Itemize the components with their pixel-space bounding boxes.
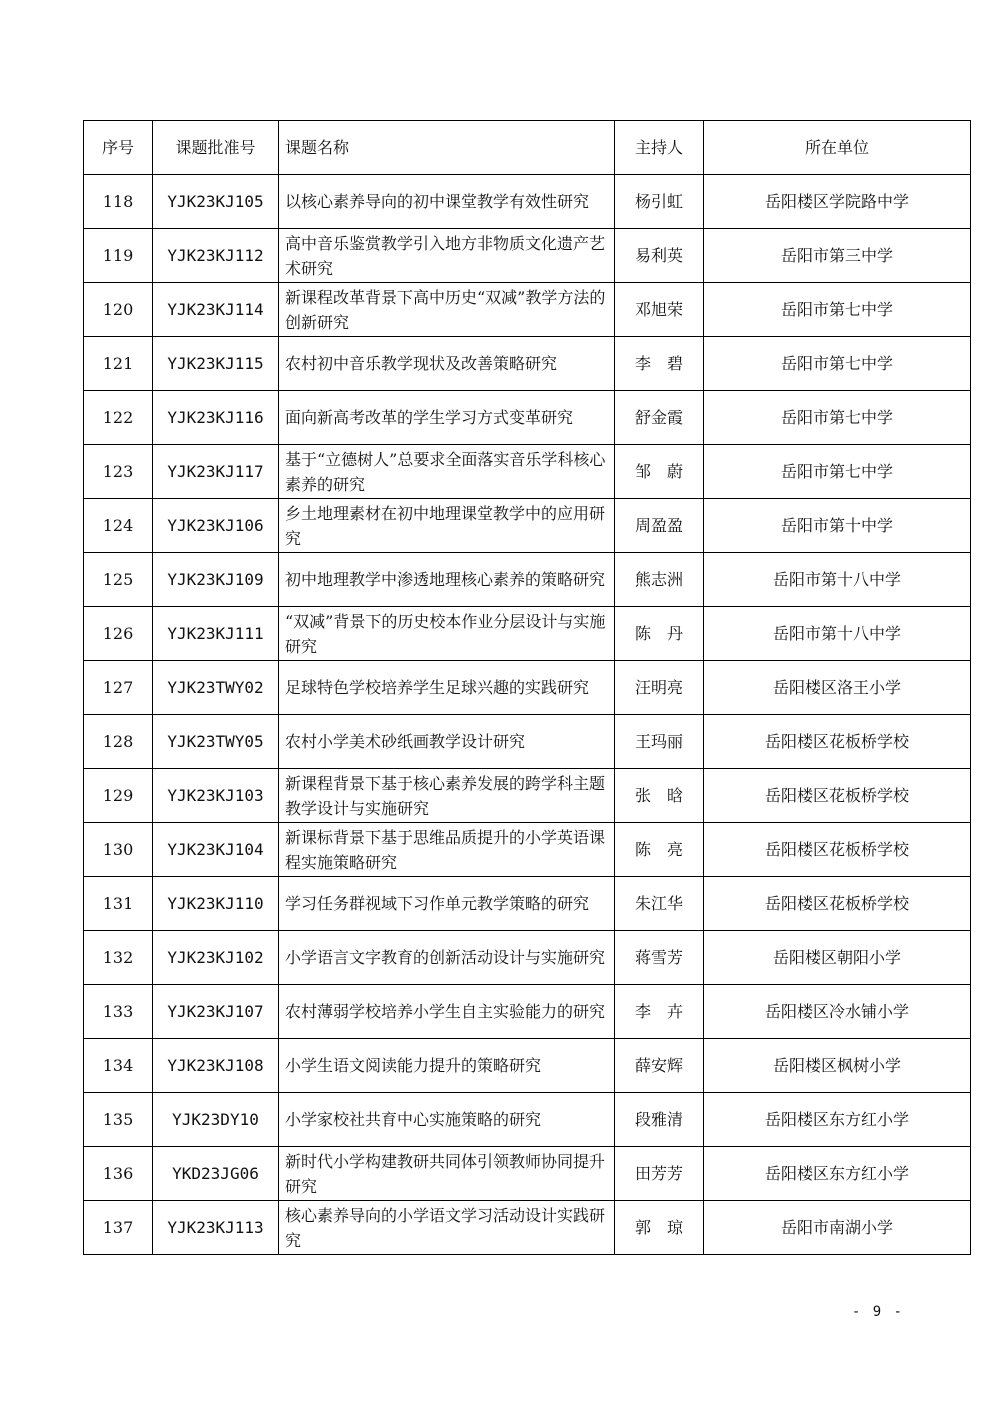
table-row [84, 337, 971, 391]
cell-project-name: “双减”背景下的历史校本作业分层设计与实施研究 [279, 607, 615, 661]
table-row [84, 1093, 971, 1147]
cell-unit: 岳阳楼区学院路中学 [704, 175, 971, 229]
cell-host: 朱江华 [615, 877, 704, 931]
cell-project-name: 农村薄弱学校培养小学生自主实验能力的研究 [279, 985, 615, 1039]
cell-serial-number: 128 [84, 715, 153, 769]
table-row [84, 445, 971, 499]
cell-host: 陈 丹 [615, 607, 704, 661]
cell-unit: 岳阳楼区花板桥学校 [704, 769, 971, 823]
cell-serial-number: 135 [84, 1093, 153, 1147]
cell-unit: 岳阳市第七中学 [704, 283, 971, 337]
cell-host: 汪明亮 [615, 661, 704, 715]
cell-host: 李 碧 [615, 337, 704, 391]
cell-serial-number: 137 [84, 1201, 153, 1255]
table-row [84, 1039, 971, 1093]
cell-unit: 岳阳楼区冷水铺小学 [704, 985, 971, 1039]
cell-project-name: 新课标背景下基于思维品质提升的小学英语课程实施策略研究 [279, 823, 615, 877]
cell-approval-number: YJK23TWY02 [153, 661, 279, 715]
cell-host: 王玛丽 [615, 715, 704, 769]
cell-unit: 岳阳楼区花板桥学校 [704, 877, 971, 931]
cell-project-name: 新课程背景下基于核心素养发展的跨学科主题教学设计与实施研究 [279, 769, 615, 823]
cell-project-name: 新时代小学构建教研共同体引领教师协同提升研究 [279, 1147, 615, 1201]
cell-host: 田芳芳 [615, 1147, 704, 1201]
cell-approval-number: YJK23DY10 [153, 1093, 279, 1147]
cell-unit: 岳阳楼区东方红小学 [704, 1147, 971, 1201]
cell-host: 邹 蔚 [615, 445, 704, 499]
cell-host: 熊志洲 [615, 553, 704, 607]
table-row [84, 499, 971, 553]
cell-unit: 岳阳楼区枫树小学 [704, 1039, 971, 1093]
cell-serial-number: 130 [84, 823, 153, 877]
cell-approval-number: YJK23KJ102 [153, 931, 279, 985]
table-row [84, 1201, 971, 1255]
cell-serial-number: 120 [84, 283, 153, 337]
cell-serial-number: 126 [84, 607, 153, 661]
table-row [84, 877, 971, 931]
cell-approval-number: YJK23KJ105 [153, 175, 279, 229]
cell-project-name: 小学生语文阅读能力提升的策略研究 [279, 1039, 615, 1093]
cell-unit: 岳阳楼区花板桥学校 [704, 823, 971, 877]
table-row [84, 283, 971, 337]
cell-approval-number: YJK23KJ116 [153, 391, 279, 445]
cell-unit: 岳阳市第十中学 [704, 499, 971, 553]
table-row [84, 229, 971, 283]
cell-serial-number: 132 [84, 931, 153, 985]
cell-serial-number: 119 [84, 229, 153, 283]
cell-serial-number: 122 [84, 391, 153, 445]
cell-host: 舒金霞 [615, 391, 704, 445]
cell-project-name: 初中地理教学中渗透地理核心素养的策略研究 [279, 553, 615, 607]
cell-serial-number: 129 [84, 769, 153, 823]
table-row [84, 1147, 971, 1201]
cell-unit: 岳阳楼区洛王小学 [704, 661, 971, 715]
cell-approval-number: YKD23JG06 [153, 1147, 279, 1201]
cell-unit: 岳阳市第七中学 [704, 391, 971, 445]
cell-unit: 岳阳楼区花板桥学校 [704, 715, 971, 769]
cell-serial-number: 121 [84, 337, 153, 391]
cell-host: 邓旭荣 [615, 283, 704, 337]
cell-unit: 岳阳市第三中学 [704, 229, 971, 283]
cell-approval-number: YJK23KJ113 [153, 1201, 279, 1255]
table-row [84, 769, 971, 823]
cell-project-name: 以核心素养导向的初中课堂教学有效性研究 [279, 175, 615, 229]
cell-host: 周盈盈 [615, 499, 704, 553]
cell-serial-number: 127 [84, 661, 153, 715]
cell-host: 杨引虹 [615, 175, 704, 229]
cell-serial-number: 124 [84, 499, 153, 553]
cell-project-name: 乡土地理素材在初中地理课堂教学中的应用研究 [279, 499, 615, 553]
cell-project-name: 农村初中音乐教学现状及改善策略研究 [279, 337, 615, 391]
cell-project-name: 学习任务群视域下习作单元教学策略的研究 [279, 877, 615, 931]
cell-approval-number: YJK23KJ115 [153, 337, 279, 391]
cell-approval-number: YJK23KJ104 [153, 823, 279, 877]
cell-host: 李 卉 [615, 985, 704, 1039]
cell-approval-number: YJK23KJ106 [153, 499, 279, 553]
cell-project-name: 高中音乐鉴赏教学引入地方非物质文化遗产艺术研究 [279, 229, 615, 283]
cell-host: 蒋雪芳 [615, 931, 704, 985]
cell-serial-number: 133 [84, 985, 153, 1039]
cell-host: 陈 亮 [615, 823, 704, 877]
cell-unit: 岳阳楼区朝阳小学 [704, 931, 971, 985]
cell-serial-number: 125 [84, 553, 153, 607]
project-table [83, 120, 971, 1255]
header-project-name: 课题名称 [279, 121, 615, 175]
cell-serial-number: 123 [84, 445, 153, 499]
cell-host: 郭 琼 [615, 1201, 704, 1255]
cell-host: 薛安辉 [615, 1039, 704, 1093]
table-row [84, 985, 971, 1039]
cell-project-name: 小学语言文字教育的创新活动设计与实施研究 [279, 931, 615, 985]
cell-approval-number: YJK23KJ117 [153, 445, 279, 499]
cell-approval-number: YJK23KJ108 [153, 1039, 279, 1093]
cell-approval-number: YJK23KJ111 [153, 607, 279, 661]
table-row [84, 661, 971, 715]
cell-unit: 岳阳楼区东方红小学 [704, 1093, 971, 1147]
cell-approval-number: YJK23KJ112 [153, 229, 279, 283]
cell-project-name: 核心素养导向的小学语文学习活动设计实践研究 [279, 1201, 615, 1255]
cell-project-name: 面向新高考改革的学生学习方式变革研究 [279, 391, 615, 445]
cell-approval-number: YJK23TWY05 [153, 715, 279, 769]
cell-unit: 岳阳市南湖小学 [704, 1201, 971, 1255]
cell-approval-number: YJK23KJ110 [153, 877, 279, 931]
table-row [84, 715, 971, 769]
header-serial-number: 序号 [84, 121, 153, 175]
table-row [84, 175, 971, 229]
cell-serial-number: 134 [84, 1039, 153, 1093]
header-unit: 所在单位 [704, 121, 971, 175]
cell-approval-number: YJK23KJ109 [153, 553, 279, 607]
header-approval-number: 课题批准号 [153, 121, 279, 175]
header-host: 主持人 [615, 121, 704, 175]
table-row [84, 607, 971, 661]
cell-unit: 岳阳市第七中学 [704, 445, 971, 499]
cell-project-name: 足球特色学校培养学生足球兴趣的实践研究 [279, 661, 615, 715]
table-header-row [84, 121, 971, 175]
table-row [84, 931, 971, 985]
cell-approval-number: YJK23KJ107 [153, 985, 279, 1039]
cell-project-name: 新课程改革背景下高中历史“双减”教学方法的创新研究 [279, 283, 615, 337]
cell-host: 易利英 [615, 229, 704, 283]
cell-project-name: 农村小学美术砂纸画教学设计研究 [279, 715, 615, 769]
cell-project-name: 基于“立德树人”总要求全面落实音乐学科核心素养的研究 [279, 445, 615, 499]
cell-serial-number: 118 [84, 175, 153, 229]
table-row [84, 391, 971, 445]
cell-unit: 岳阳市第七中学 [704, 337, 971, 391]
cell-unit: 岳阳市第十八中学 [704, 553, 971, 607]
cell-approval-number: YJK23KJ114 [153, 283, 279, 337]
cell-project-name: 小学家校社共育中心实施策略的研究 [279, 1093, 615, 1147]
cell-host: 段雅清 [615, 1093, 704, 1147]
page-number: - 9 - [851, 1304, 904, 1320]
table-row [84, 823, 971, 877]
cell-host: 张 晗 [615, 769, 704, 823]
table-row [84, 553, 971, 607]
cell-approval-number: YJK23KJ103 [153, 769, 279, 823]
cell-serial-number: 131 [84, 877, 153, 931]
cell-unit: 岳阳市第十八中学 [704, 607, 971, 661]
cell-serial-number: 136 [84, 1147, 153, 1201]
